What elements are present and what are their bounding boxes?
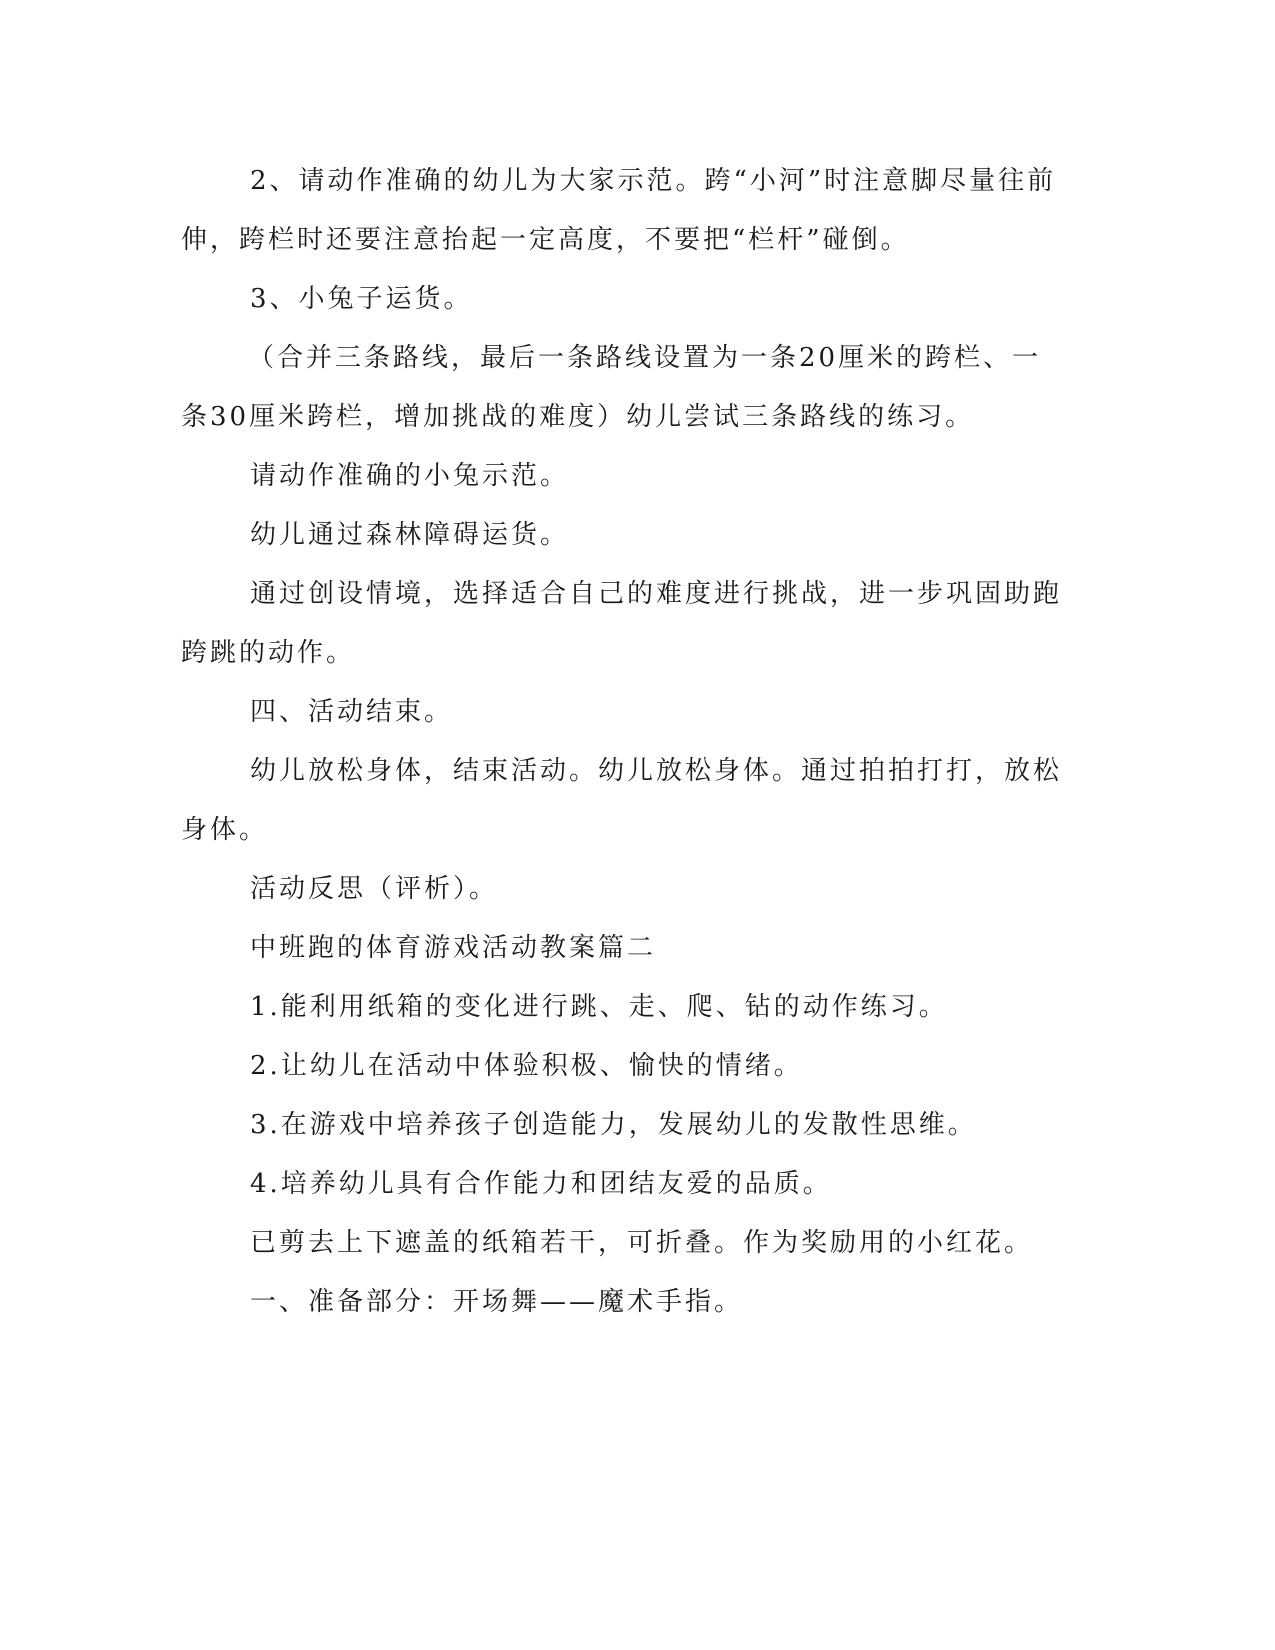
paragraph-line: 幼儿通过森林障碍运货。 — [250, 520, 570, 550]
paragraph-line: 通过创设情境，选择适合自己的难度进行挑战，进一步巩固助跑 — [250, 579, 1063, 609]
paragraph-line: 伸，跨栏时还要注意抬起一定高度，不要把“栏杆”碰倒。 — [181, 225, 910, 255]
list-item: 4.培养幼儿具有合作能力和团结友爱的品质。 — [250, 1169, 832, 1199]
list-item: 3.在游戏中培养孩子创造能力，发展幼儿的发散性思维。 — [250, 1110, 977, 1140]
section-heading: 中班跑的体育游戏活动教案篇二 — [250, 933, 657, 963]
paragraph-line: 身体。 — [181, 815, 269, 845]
list-item: 1.能利用纸箱的变化进行跳、走、爬、钻的动作练习。 — [250, 992, 948, 1022]
paragraph-line: 活动反思（评析）。 — [250, 874, 499, 904]
paragraph-line: 跨跳的动作。 — [181, 638, 356, 668]
paragraph-line: 请动作准确的小兔示范。 — [250, 461, 570, 491]
section-heading: 四、活动结束。 — [250, 697, 454, 727]
list-item: 2.让幼儿在活动中体验积极、愉快的情绪。 — [250, 1051, 803, 1081]
paragraph-line: 2、请动作准确的幼儿为大家示范。跨“小河”时注意脚尽量往前 — [250, 166, 1057, 196]
section-heading: 一、准备部分：开场舞——魔术手指。 — [250, 1287, 744, 1317]
paragraph-line: 已剪去上下遮盖的纸箱若干，可折叠。作为奖励用的小红花。 — [250, 1228, 1034, 1258]
paragraph-line: 条30厘米跨栏，增加挑战的难度）幼儿尝试三条路线的练习。 — [181, 402, 975, 432]
paragraph-line: 幼儿放松身体，结束活动。幼儿放松身体。通过拍拍打打，放松 — [250, 756, 1063, 786]
section-heading: 3、小兔子运货。 — [250, 284, 473, 314]
paragraph-line: （合并三条路线，最后一条路线设置为一条20厘米的跨栏、一 — [248, 343, 1042, 373]
